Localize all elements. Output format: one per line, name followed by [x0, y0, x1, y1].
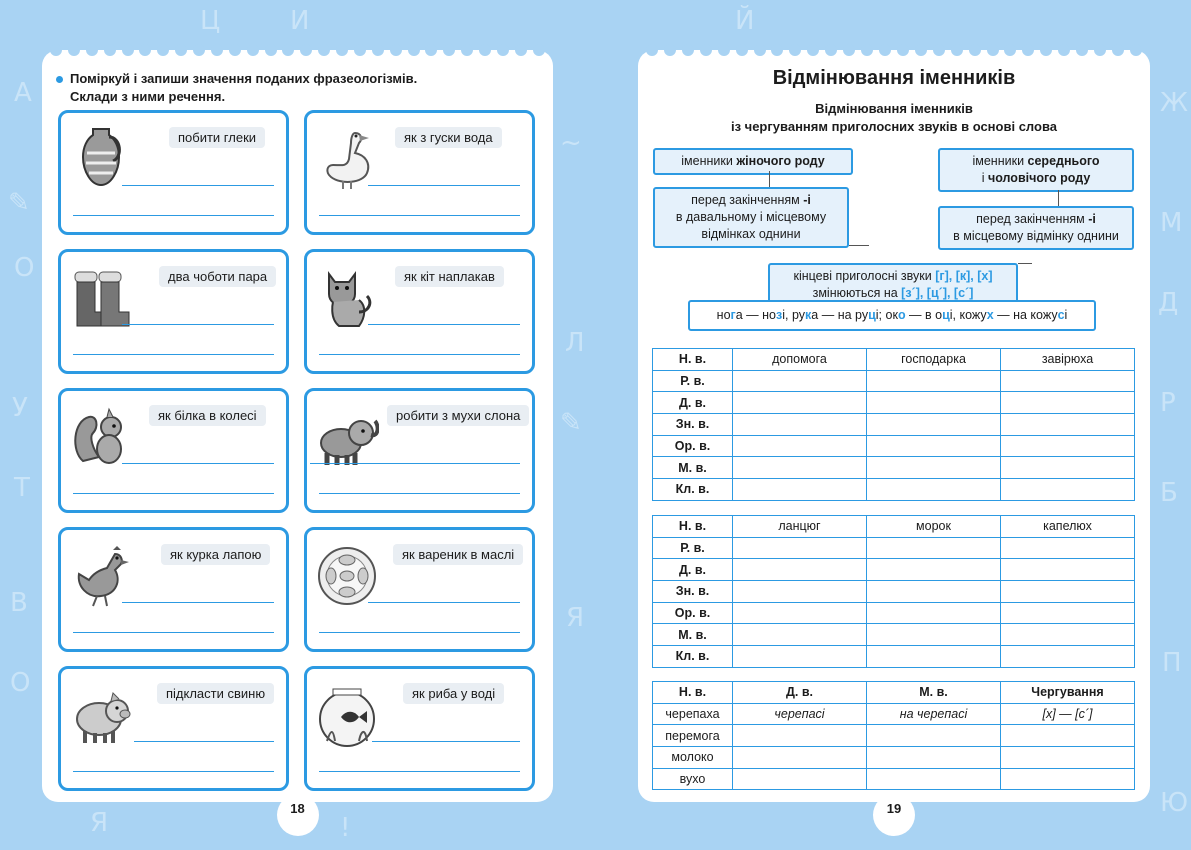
noun-cell: черепаха — [653, 703, 733, 725]
example-text: но — [716, 308, 731, 322]
table-row — [653, 646, 1135, 668]
highlighted-letter: г — [730, 308, 736, 322]
answer-line[interactable] — [368, 602, 520, 603]
case-label: Кл. в. — [653, 646, 733, 668]
phrase-card — [304, 388, 535, 513]
answer-cell[interactable] — [733, 725, 867, 747]
bg-letter: М — [1160, 208, 1183, 238]
answer-cell[interactable] — [867, 725, 1001, 747]
bg-letter: ✎ — [560, 408, 582, 438]
binder-hole — [372, 44, 384, 56]
answer-cell[interactable] — [733, 537, 867, 559]
column-header: Чергування — [1001, 682, 1135, 704]
declension-table-1 — [652, 348, 1135, 501]
phrase-card — [58, 110, 289, 235]
answer-line[interactable] — [368, 185, 520, 186]
example-box — [688, 300, 1096, 331]
answer-line[interactable] — [73, 215, 274, 216]
bg-letter: Й — [735, 6, 755, 36]
answer-cell[interactable] — [1001, 624, 1135, 646]
noun-header: морок — [867, 516, 1001, 538]
page-title: Відмінювання іменників — [772, 67, 1016, 89]
squirrel-icon — [69, 401, 133, 471]
binder-hole — [843, 44, 855, 56]
phrase-label: як кіт наплакав — [395, 266, 504, 287]
connector-line — [1018, 263, 1032, 264]
task-line-2: Склади з ними речення. — [70, 89, 226, 104]
bg-letter: Т — [14, 473, 30, 503]
answer-line[interactable] — [122, 463, 274, 464]
binder-hole — [969, 44, 981, 56]
answer-cell[interactable] — [733, 602, 867, 624]
phrase-label: як риба у воді — [403, 683, 504, 704]
binder-hole — [247, 44, 259, 56]
answer-cell[interactable] — [1001, 725, 1135, 747]
binder-hole — [50, 44, 62, 56]
binder-hole — [211, 44, 223, 56]
alternation-box: кінцеві приголосні звуки [г], [к], [х] змінюються на [з´], [ц´], [с´] — [768, 263, 1018, 307]
phrase-card — [58, 666, 289, 791]
bg-letter: Б — [1160, 478, 1178, 508]
answer-cell[interactable] — [867, 537, 1001, 559]
answer-cell[interactable] — [1001, 414, 1135, 436]
binder-hole — [718, 44, 730, 56]
binder-hole — [533, 44, 545, 56]
answer-line[interactable] — [319, 354, 520, 355]
answer-line[interactable] — [73, 493, 274, 494]
binder-hole — [515, 44, 527, 56]
phrase-label: побити глеки — [169, 127, 265, 148]
highlighted-letter: х — [986, 308, 994, 322]
elephant-icon — [315, 401, 379, 471]
binder-hole — [479, 44, 491, 56]
bg-letter: И — [290, 6, 310, 36]
phrase-card — [304, 666, 535, 791]
bg-letter: Д — [1158, 288, 1179, 318]
bullet-icon — [56, 76, 63, 83]
answer-cell[interactable] — [1001, 435, 1135, 457]
noun-cell: молоко — [653, 747, 733, 769]
answer-cell[interactable] — [1001, 602, 1135, 624]
answer-cell[interactable] — [1001, 457, 1135, 479]
goose-icon — [315, 123, 379, 193]
task-instruction — [56, 70, 536, 106]
highlighted-letter: з — [776, 308, 783, 322]
noun-header: ланцюг — [733, 516, 867, 538]
case-label: Кл. в. — [653, 479, 733, 501]
answer-cell[interactable] — [867, 559, 1001, 581]
binder-hole — [754, 44, 766, 56]
bg-letter: ✎ — [8, 188, 30, 218]
answer-cell[interactable] — [733, 370, 867, 392]
example-text: і — [1064, 308, 1068, 322]
answer-cell[interactable] — [867, 768, 1001, 790]
answer-cell[interactable] — [733, 435, 867, 457]
binder-hole — [700, 44, 712, 56]
phrase-label: як білка в колесі — [149, 405, 266, 426]
binder-hole — [807, 44, 819, 56]
binder-hole — [139, 44, 151, 56]
binder-hole — [825, 44, 837, 56]
answer-cell[interactable] — [1001, 747, 1135, 769]
binder-hole — [104, 44, 116, 56]
answer-cell[interactable] — [1001, 479, 1135, 501]
column-header: М. в. — [867, 682, 1001, 704]
table-header-row — [653, 682, 1135, 704]
table-row — [653, 559, 1135, 581]
answer-cell[interactable] — [1001, 768, 1135, 790]
bg-letter: О — [14, 253, 35, 283]
column-header: Н. в. — [653, 682, 733, 704]
answer-cell[interactable] — [1001, 646, 1135, 668]
binder-hole — [646, 44, 658, 56]
declension-table-2 — [652, 515, 1135, 668]
binder-hole — [1040, 44, 1052, 56]
binder-hole — [664, 44, 676, 56]
alternation-table — [652, 681, 1135, 790]
answer-line[interactable] — [73, 771, 274, 772]
table-row — [653, 370, 1135, 392]
binder-hole — [157, 44, 169, 56]
answer-cell[interactable] — [867, 747, 1001, 769]
answer-cell[interactable] — [1001, 392, 1135, 414]
binder-hole — [425, 44, 437, 56]
highlighted-letter: к — [805, 308, 812, 322]
case-label: Н. в. — [653, 349, 733, 371]
boots-icon — [69, 262, 133, 332]
answer-cell[interactable] — [733, 479, 867, 501]
binder-hole — [1094, 44, 1106, 56]
case-label: Д. в. — [653, 392, 733, 414]
case-label: Ор. в. — [653, 602, 733, 624]
bg-letter: ! — [340, 813, 351, 843]
table-row — [653, 703, 1135, 725]
page-number: 18 — [277, 794, 319, 836]
noun-header: капелюх — [1001, 516, 1135, 538]
binder-hole — [300, 44, 312, 56]
bg-letter: П — [1162, 648, 1182, 678]
bg-letter: Л — [565, 328, 585, 358]
table-row — [653, 414, 1135, 436]
phrase-label: два чоботи пара — [159, 266, 276, 287]
bg-letter: Ж — [1160, 88, 1189, 118]
case-label: Зн. в. — [653, 414, 733, 436]
example-text: і, ру — [782, 308, 806, 322]
answer-cell[interactable] — [733, 457, 867, 479]
binder-hole — [390, 44, 402, 56]
highlighted-letter: ц — [868, 308, 876, 322]
phrase-card — [58, 388, 289, 513]
phrase-card — [304, 110, 535, 235]
binder-hole — [1130, 44, 1142, 56]
answer-line[interactable] — [368, 324, 520, 325]
answer-cell[interactable] — [733, 392, 867, 414]
cat-icon — [315, 262, 379, 332]
case-label: М. в. — [653, 457, 733, 479]
binder-hole — [68, 44, 80, 56]
answer-cell[interactable] — [1001, 581, 1135, 603]
bg-letter: Ю — [1160, 788, 1189, 818]
connector-line — [849, 245, 869, 246]
binder-hole — [443, 44, 455, 56]
answer-cell[interactable] — [733, 747, 867, 769]
answer-line[interactable] — [73, 632, 274, 633]
phrase-label: як курка лапою — [161, 544, 270, 565]
table-row — [653, 581, 1135, 603]
highlighted-letter: о — [897, 308, 906, 322]
binder-hole — [282, 44, 294, 56]
case-label: Р. в. — [653, 537, 733, 559]
binder-hole — [122, 44, 134, 56]
phrase-card — [304, 527, 535, 652]
answer-line[interactable] — [319, 771, 520, 772]
feminine-box: іменники жіночого роду — [653, 148, 853, 175]
binder-hole — [987, 44, 999, 56]
noun-header: допомога — [733, 349, 867, 371]
answer-line[interactable] — [122, 324, 274, 325]
table-row — [653, 768, 1135, 790]
binder-hole — [1022, 44, 1034, 56]
bg-letter: Ц — [200, 6, 221, 36]
noun-header: завірюха — [1001, 349, 1135, 371]
example-text: а — на ру — [811, 308, 869, 322]
binder-hole — [1076, 44, 1088, 56]
answer-line[interactable] — [372, 741, 520, 742]
bg-letter: ~ — [560, 128, 582, 158]
answer-cell[interactable] — [1001, 370, 1135, 392]
answer-line[interactable] — [310, 463, 520, 464]
answer-cell[interactable] — [867, 435, 1001, 457]
example-text: — в о — [905, 308, 943, 322]
answer-cell[interactable] — [733, 768, 867, 790]
noun-cell: перемога — [653, 725, 733, 747]
binder-hole — [682, 44, 694, 56]
phrase-card — [304, 249, 535, 374]
table-row — [653, 602, 1135, 624]
phrase-card — [58, 527, 289, 652]
neuter-masculine-box: іменники середнього і чоловічого роду — [938, 148, 1134, 192]
answer-cell[interactable] — [733, 646, 867, 668]
highlighted-letter: ц — [942, 308, 950, 322]
bg-letter: Я — [90, 808, 109, 838]
binder-hole — [879, 44, 891, 56]
binder-hole — [408, 44, 420, 56]
bg-letter: А — [14, 78, 32, 108]
page-number: 19 — [873, 794, 915, 836]
answer-line[interactable] — [122, 602, 274, 603]
connector-line — [1058, 190, 1059, 206]
bg-letter: Р — [1160, 388, 1176, 418]
answer-line[interactable] — [73, 354, 274, 355]
bg-letter: Я — [566, 603, 585, 633]
phrase-label: підкласти свиню — [157, 683, 274, 704]
subtitle: Відмінювання іменників із чергуванням приголосних звуків в основі слова — [730, 101, 1058, 134]
task-line-1: Поміркуй і запиши значення поданих фразеологізмів. — [70, 71, 418, 86]
binder-hole — [897, 44, 909, 56]
case-label: Д. в. — [653, 559, 733, 581]
answer-cell[interactable] — [867, 581, 1001, 603]
answer-cell[interactable] — [733, 581, 867, 603]
hen-icon — [69, 540, 133, 610]
table-row — [653, 725, 1135, 747]
answer-cell[interactable] — [867, 479, 1001, 501]
table-row — [653, 435, 1135, 457]
binder-hole — [336, 44, 348, 56]
column-header: Д. в. — [733, 682, 867, 704]
neuter-rule-box: перед закінченням -і в місцевому відмінку однини — [938, 206, 1134, 250]
example-text: і, кожу — [949, 308, 987, 322]
case-label: Н. в. — [653, 516, 733, 538]
binder-hole — [933, 44, 945, 56]
dumplings-icon — [315, 540, 379, 610]
binder-hole — [1112, 44, 1124, 56]
example-text: а — но — [735, 308, 777, 322]
table-row — [653, 747, 1135, 769]
binder-hole — [771, 44, 783, 56]
bg-letter: В — [10, 588, 28, 618]
left-page — [42, 50, 553, 816]
binder-hole — [354, 44, 366, 56]
table-row — [653, 537, 1135, 559]
answer-cell[interactable] — [867, 602, 1001, 624]
binder-hole — [736, 44, 748, 56]
phrase-label: як з гуски вода — [395, 127, 502, 148]
binder-hole — [861, 44, 873, 56]
case-label: Зн. в. — [653, 581, 733, 603]
case-label: М. в. — [653, 624, 733, 646]
phrase-card — [58, 249, 289, 374]
answer-cell[interactable] — [867, 457, 1001, 479]
answer-cell[interactable] — [867, 370, 1001, 392]
feminine-rule-box: перед закінченням -і в давальному і місцевому відмінках однини — [653, 187, 849, 248]
example-text: і; ок — [875, 308, 898, 322]
bg-letter: О — [10, 668, 31, 698]
table-header-row — [653, 349, 1135, 371]
answer-cell[interactable] — [867, 624, 1001, 646]
answer-line[interactable] — [319, 215, 520, 216]
pig-icon — [69, 679, 133, 749]
table-header-row — [653, 516, 1135, 538]
binder-holes — [50, 44, 545, 56]
answer-line[interactable] — [319, 493, 520, 494]
binder-hole — [461, 44, 473, 56]
example-cell: [х] — [с´] — [1001, 703, 1135, 725]
binder-holes — [646, 44, 1142, 56]
table-row — [653, 392, 1135, 414]
binder-hole — [951, 44, 963, 56]
answer-cell[interactable] — [733, 414, 867, 436]
phrase-label: як вареник в маслі — [393, 544, 523, 565]
right-page — [638, 50, 1150, 816]
answer-line[interactable] — [134, 741, 274, 742]
example-cell: черепасі — [733, 703, 867, 725]
answer-line[interactable] — [319, 632, 520, 633]
highlighted-letter: с — [1057, 308, 1065, 322]
binder-hole — [229, 44, 241, 56]
table-row — [653, 457, 1135, 479]
table-row — [653, 479, 1135, 501]
answer-cell[interactable] — [733, 559, 867, 581]
binder-hole — [193, 44, 205, 56]
binder-hole — [175, 44, 187, 56]
binder-hole — [915, 44, 927, 56]
answer-line[interactable] — [122, 185, 274, 186]
case-label: Р. в. — [653, 370, 733, 392]
phrase-label: робити з мухи слона — [387, 405, 529, 426]
noun-header: господарка — [867, 349, 1001, 371]
answer-cell[interactable] — [733, 624, 867, 646]
example-cell: на черепасі — [867, 703, 1001, 725]
binder-hole — [318, 44, 330, 56]
binder-hole — [86, 44, 98, 56]
case-label: Ор. в. — [653, 435, 733, 457]
bg-letter: У — [12, 393, 28, 423]
table-row — [653, 624, 1135, 646]
answer-cell[interactable] — [1001, 537, 1135, 559]
answer-cell[interactable] — [867, 392, 1001, 414]
answer-cell[interactable] — [867, 646, 1001, 668]
binder-hole — [497, 44, 509, 56]
binder-hole — [1004, 44, 1016, 56]
noun-cell: вухо — [653, 768, 733, 790]
answer-cell[interactable] — [867, 414, 1001, 436]
binder-hole — [789, 44, 801, 56]
connector-line — [769, 171, 770, 187]
answer-cell[interactable] — [1001, 559, 1135, 581]
binder-hole — [265, 44, 277, 56]
example-text: — на кожу — [993, 308, 1058, 322]
fishbowl-icon — [315, 679, 379, 749]
binder-hole — [1058, 44, 1070, 56]
jug-icon — [69, 123, 133, 193]
